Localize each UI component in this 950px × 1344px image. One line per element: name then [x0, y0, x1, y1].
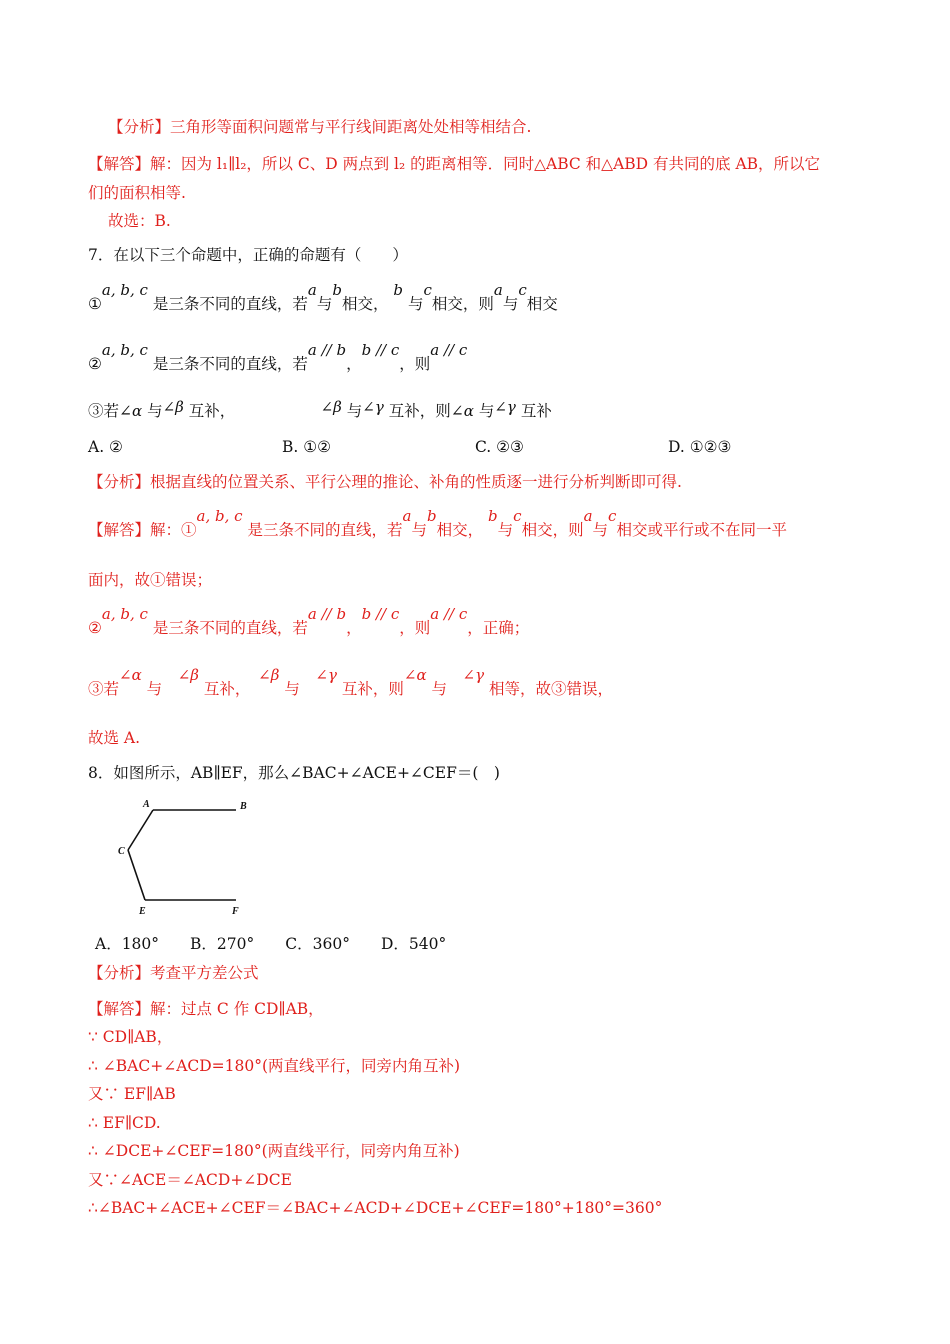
math-ac: a // c: [430, 605, 468, 623]
q8-step: 又∵∠ACE＝∠ACD+∠DCE: [88, 1171, 292, 1189]
math-gamma: ∠γ: [494, 398, 516, 416]
q7-answer-1: [88, 507, 787, 541]
label-b: B: [240, 801, 247, 812]
text: 相交或平行或不在同一平: [616, 521, 787, 539]
q8-step: 【解答】解：过点 C 作 CD∥AB，: [88, 1000, 324, 1018]
q8-step: ∴ ∠BAC+∠ACD=180°(两直线平行，同旁内角互补): [88, 1057, 461, 1075]
proposition-number: ①: [88, 295, 102, 313]
q7-stem: 7．在以下三个命题中，正确的命题有（ ）: [88, 246, 408, 264]
q7-proposition-3: [88, 400, 552, 422]
math-alpha: ∠α: [119, 666, 142, 684]
math-beta: ∠β: [258, 666, 280, 684]
text: 是三条不同的直线，若: [247, 521, 403, 539]
text: 与: [497, 521, 514, 539]
text: 互补，: [188, 402, 228, 420]
label-f: F: [232, 906, 239, 917]
q8-parallel-lines-diagram: [108, 792, 258, 922]
q6-choose: 故选：B.: [108, 212, 171, 230]
text: 是三条不同的直线，若: [152, 619, 308, 637]
text: 与: [411, 521, 427, 539]
math-gamma: ∠γ: [362, 398, 384, 416]
text: 与: [407, 295, 424, 313]
text: 与: [592, 521, 609, 539]
q8-step: ∴ EF∥CD.: [88, 1114, 161, 1132]
q7-answer-2: [88, 605, 530, 639]
math-vars: a, b, c: [101, 281, 148, 299]
text: 相交，: [436, 521, 484, 539]
q7-proposition-1: [88, 281, 558, 315]
text: 与: [316, 295, 333, 313]
line-ac: [128, 810, 153, 850]
math-ab: a // b: [307, 341, 347, 359]
text: 相交: [526, 295, 558, 313]
text: ，正确；: [467, 619, 530, 637]
q7-answer-3: [88, 666, 614, 700]
text: 相等，故③错误，: [489, 680, 614, 698]
math-a: a: [307, 281, 317, 299]
math-vars: a, b, c: [101, 605, 148, 623]
math-gamma: ∠γ: [315, 666, 337, 684]
math-a: a: [402, 507, 412, 525]
q7-answer-1-cont: 面内，故①错误；: [88, 571, 213, 589]
math-beta: ∠β: [177, 666, 199, 684]
text: 与: [147, 402, 163, 420]
text: ③若∠: [88, 402, 132, 420]
math-alpha: ∠α: [403, 666, 427, 684]
line-ce: [128, 850, 145, 900]
text: 互补: [520, 402, 552, 420]
text: 相交，则: [521, 521, 584, 539]
q7-option-a[interactable]: A. ②: [88, 438, 123, 456]
math-bc: b // c: [361, 341, 400, 359]
q8-step: ∵ CD∥AB，: [88, 1028, 173, 1046]
q8-analysis: 【分析】考查平方差公式: [88, 964, 259, 982]
text: 相交，则: [431, 295, 494, 313]
q8-step: ∴∠BAC+∠ACE+∠CEF＝∠BAC+∠ACD+∠DCE+∠CEF=180°+180°=360°: [88, 1199, 663, 1217]
text: ②: [88, 619, 102, 637]
q7-analysis: 【分析】根据直线的位置关系、平行公理的推论、补角的性质逐一进行分析判断即可得.: [88, 473, 682, 491]
text: 与: [502, 295, 519, 313]
text: ，: [346, 355, 362, 373]
math-b: b: [393, 281, 404, 299]
text: 互补，则: [341, 680, 404, 698]
math-ac: a // c: [430, 341, 468, 359]
math-b: b: [426, 507, 437, 525]
text: 与: [478, 402, 495, 420]
label-e: E: [139, 906, 146, 917]
math-b: b: [332, 281, 342, 299]
q6-answer-line1: 【解答】解：因为 l₁∥l₂，所以 C、D 两点到 l₂ 的距离相等．同时△ABC 和△ABD 有共同的底 AB，所以它: [88, 155, 821, 173]
math-a: a: [493, 281, 503, 299]
text: 是三条不同的直线，若: [152, 295, 308, 313]
math-c: c: [423, 281, 432, 299]
text: 与: [346, 402, 363, 420]
text: 【解答】解：①: [88, 521, 197, 539]
label-a: A: [143, 799, 150, 810]
text: 互补，: [203, 680, 243, 698]
text: ，: [346, 619, 362, 637]
math-vars: a, b, c: [196, 507, 243, 525]
q7-option-d[interactable]: D. ①②③: [668, 438, 732, 456]
text: 互补，则∠: [388, 402, 464, 420]
q6-answer-line2: 们的面积相等.: [88, 184, 186, 202]
q7-option-c[interactable]: C. ②③: [475, 438, 524, 456]
math-a: a: [583, 507, 593, 525]
q6-analysis: 【分析】三角形等面积问题常与平行线间距离处处相等相结合.: [108, 118, 532, 136]
text: ，则: [399, 619, 431, 637]
text: 与: [146, 680, 163, 698]
text: ③若: [88, 680, 120, 698]
math-bc: b // c: [361, 605, 400, 623]
text: ，则: [399, 355, 431, 373]
text: 是三条不同的直线，若: [152, 355, 308, 373]
math-c: c: [518, 281, 527, 299]
math-ab: a // b: [307, 605, 347, 623]
q8-step: ∴ ∠DCE+∠CEF=180°(两直线平行，同旁内角互补): [88, 1142, 460, 1160]
math-alpha: α: [132, 402, 143, 420]
q8-stem: 8．如图所示，AB∥EF，那么∠BAC+∠ACE+∠CEF＝( ): [88, 764, 500, 782]
text: 相交，: [341, 295, 389, 313]
q8-options: A．180° B．270° C．360° D．540°: [95, 935, 447, 953]
math-vars: a, b, c: [101, 341, 148, 359]
math-c: c: [513, 507, 522, 525]
math-beta: ∠β: [162, 398, 184, 416]
math-gamma: ∠γ: [462, 666, 485, 684]
diagram-lines: [128, 810, 236, 900]
q8-step: 又∵ EF∥AB: [88, 1085, 176, 1103]
q7-choose: 故选 A.: [88, 729, 141, 747]
text: 与: [284, 680, 300, 698]
math-b: b: [488, 507, 498, 525]
math-c: c: [608, 507, 617, 525]
q7-option-b[interactable]: B. ①②: [282, 438, 332, 456]
q7-proposition-2: [88, 341, 468, 375]
math-beta: ∠β: [320, 398, 342, 416]
proposition-number: ②: [88, 355, 102, 373]
label-c: C: [118, 846, 125, 857]
text: 与: [431, 680, 448, 698]
math-alpha: α: [463, 402, 474, 420]
